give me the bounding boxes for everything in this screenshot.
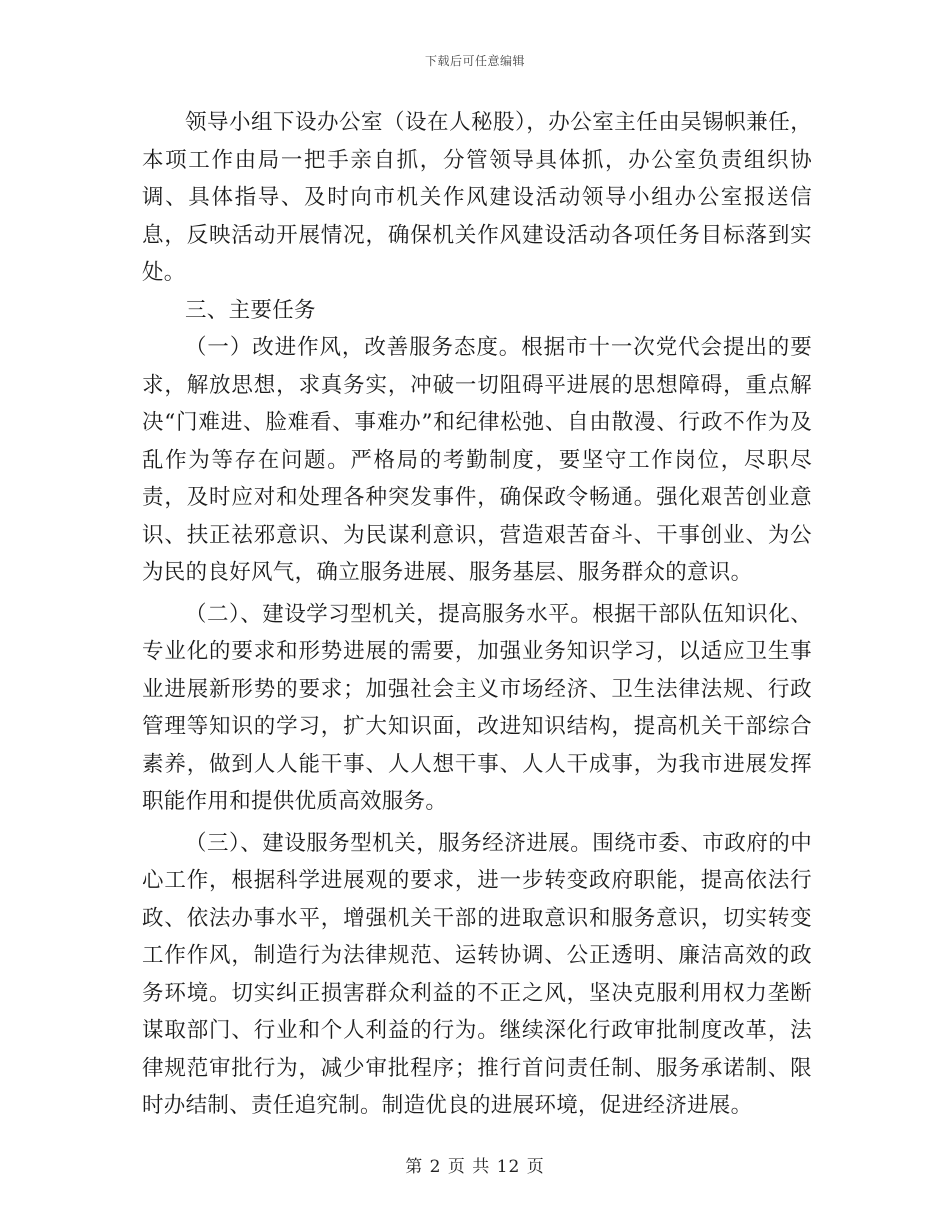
paragraph-task-one: （一）改进作风，改善服务态度。根据市十一次党代会提出的要求，解放思想，求真务实，冲破一切阻碍平进展的思想障碍，重点解决“门难进、脸难看、事难办”和纪律松弛、自由散漫、行政不作为及乱作为等存在问题。严格局的考勤制度，要坚守工作岗位，尽职尽责，及时应对和处理各种突发事件，确保政令畅通。强化艰苦创业意识、扶正祛邪意识、为民谋利意识，营造艰苦奋斗、干事创业、为公为民的良好风气，确立服务进展、服务基层、服务群众的意识。 (142, 335, 812, 585)
paragraph-task-two: （二）、建设学习型机关，提高服务水平。根据干部队伍知识化、专业化的要求和形势进展的需要，加强业务知识学习，以适应卫生事业进展新形势的要求；加强社会主义市场经济、卫生法律法规、行政管理等知识的学习，扩大知识面，改进知识结构，提高机关干部综合素养，做到人人能干事、人人想干事、人人干成事，为我市进展发挥职能作用和提供优质高效服务。 (142, 601, 812, 814)
page-number-footer: 第 2 页 共 12 页 (405, 1157, 545, 1177)
paragraph-task-three: （三）、建设服务型机关，服务经济进展。围绕市委、市政府的中心工作，根据科学进展观的要求，进一步转变政府职能，提高依法行政、依法办事水平，增强机关干部的进取意识和服务意识，切实转变工作作风，制造行为法律规范、运转协调、公正透明、廉洁高效的政务环境。切实纠正损害群众利益的不正之风，坚决克服利用权力垄断谋取部门、行业和个人利益的行为。继续深化行政审批制度改革，法律规范审批行为，减少审批程序；推行首问责任制、服务承诺制、限时办结制、责任追究制。制造优良的进展环境，促进经济进展。 (142, 830, 812, 1118)
document-body (142, 104, 812, 1125)
page-header: 下载后可任意编辑 (424, 54, 525, 68)
paragraph-office-setup: 领导小组下设办公室（设在人秘股），办公室主任由吴锡帜兼任，本项工作由局一把手亲自抓，分管领导具体抓，办公室负责组织协调、具体指导、及时向市机关作风建设活动领导小组办公室报送信息，反映活动开展情况，确保机关作风建设活动各项任务目标落到实处。 (142, 110, 812, 285)
section-heading-main-tasks: 三、主要任务 (185, 297, 316, 323)
